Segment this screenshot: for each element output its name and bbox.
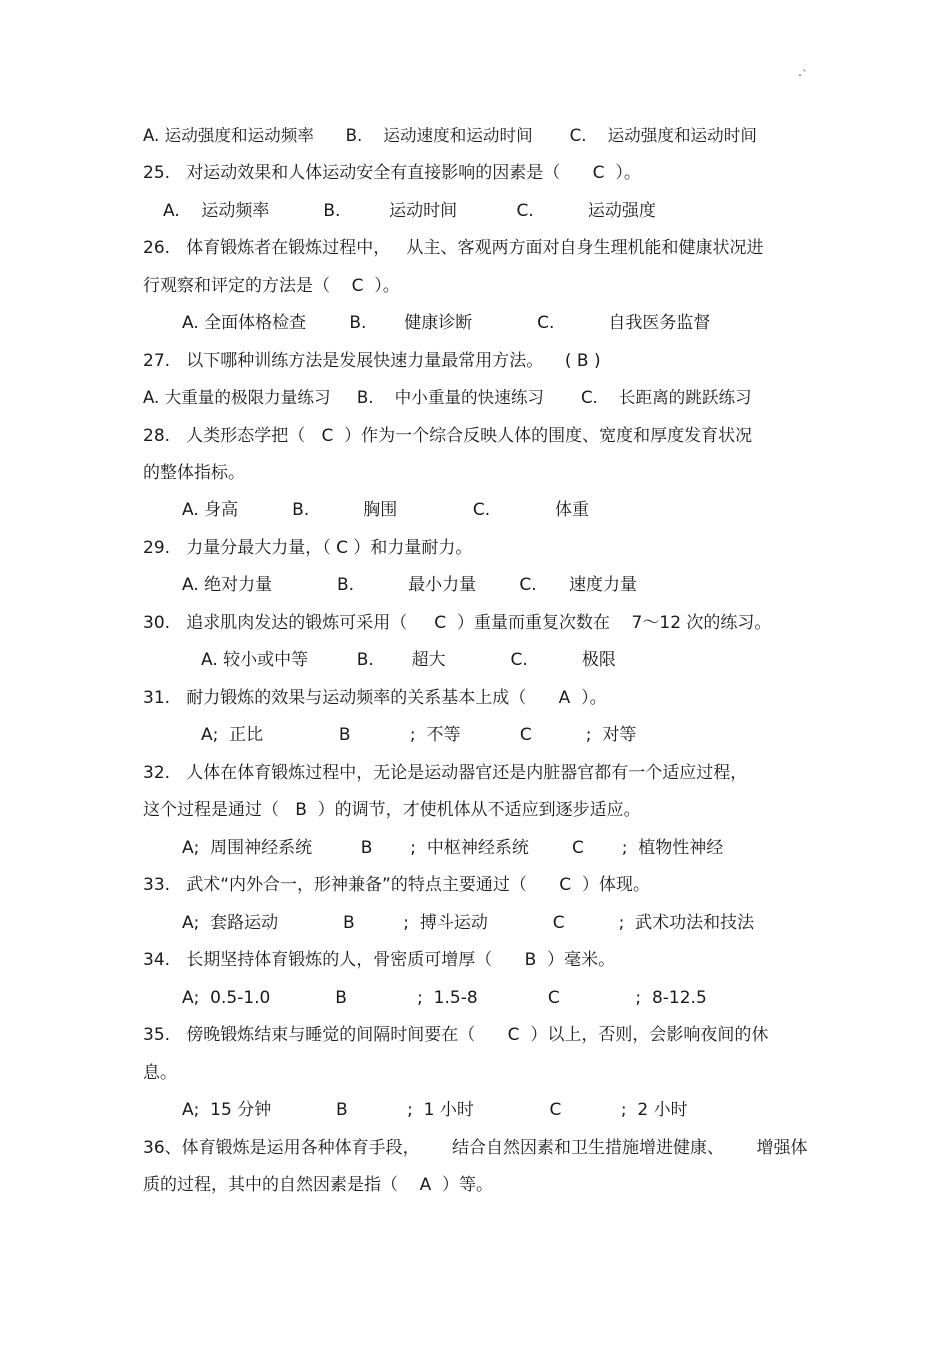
question-26-line-1: 26. 体育锻炼者在锻炼过程中， 从主、客观两方面对自身生理机能和健康状况进 <box>143 238 764 258</box>
question-34: 34. 长期坚持体育锻炼的人，骨密质可增厚（ B ）毫米。 <box>143 950 616 970</box>
question-35-line-1: 35. 傍晚锻炼结束与睡觉的间隔时间要在（ C ）以上，否则，会影响夜间的休 <box>143 1025 769 1045</box>
question-33: 33. 武术“内外合一，形神兼备”的特点主要通过（ C ）体现。 <box>143 875 650 895</box>
question-25: 25. 对运动效果和人体运动安全有直接影响的因素是（ C ）。 <box>143 163 641 183</box>
options-line-31: A; 正比 B ; 不等 C ; 对等 <box>201 725 637 745</box>
options-line-27: A. 大重量的极限力量练习 B. 中小重量的快速练习 C. 长距离的跳跃练习 <box>143 388 752 407</box>
options-line-28: A. 身高 B. 胸围 C. 体重 <box>182 500 590 520</box>
question-35-line-2: 息。 <box>143 1063 177 1083</box>
question-26-line-2: 行观察和评定的方法是（ C ）。 <box>143 276 400 296</box>
question-27: 27. 以下哪种训练方法是发展快速力量最常用方法。 ( B ) <box>143 351 601 371</box>
options-line-29: A. 绝对力量 B. 最小力量 C. 速度力量 <box>182 575 638 595</box>
options-line-34: A; 0.5-1.0 B ; 1.5-8 C ; 8-12.5 <box>182 988 707 1008</box>
question-28-line-1: 28. 人类形态学把（ C ）作为一个综合反映人体的围度、宽度和厚度发育状况 <box>143 426 753 446</box>
question-36-line-1: 36、体育锻炼是运用各种体育手段， 结合自然因素和卫生措施增进健康、 增强体 <box>143 1138 808 1158</box>
options-line-30: A. 较小或中等 B. 超大 C. 极限 <box>201 650 616 670</box>
question-32-line-2: 这个过程是通过（ B ）的调节，才使机体从不适应到逐步适应。 <box>143 800 641 820</box>
options-line-32: A; 周围神经系统 B ; 中枢神经系统 C ; 植物性神经 <box>182 838 724 858</box>
question-30: 30. 追求肌肉发达的锻炼可采用（ C ）重量而重复次数在 7～12 次的练习。 <box>143 613 772 633</box>
question-28-line-2: 的整体指标。 <box>143 463 245 483</box>
options-line-35: A; 15 分钟 B ; 1 小时 C ; 2 小时 <box>182 1100 688 1120</box>
question-32-line-1: 32. 人体在体育锻炼过程中，无论是运动器官还是内脏器官都有一个适应过程， <box>143 763 748 783</box>
options-line-26: A. 全面体格检查 B. 健康诊断 C. 自我医务监督 <box>182 313 711 333</box>
options-line-33: A; 套路运动 B ; 搏斗运动 C ; 武术功法和技法 <box>182 913 755 933</box>
question-29: 29. 力量分最大力量，（ C ）和力量耐力。 <box>143 538 473 558</box>
options-line-25: A. 运动频率 B. 运动时间 C. 运动强度 <box>163 201 656 221</box>
page-corner-mark: -` <box>798 68 808 81</box>
options-line-24: A. 运动强度和运动频率 B. 运动速度和运动时间 C. 运动强度和运动时间 <box>143 126 757 145</box>
question-36-line-2: 质的过程，其中的自然因素是指（ A ）等。 <box>143 1175 494 1195</box>
question-31: 31. 耐力锻炼的效果与运动频率的关系基本上成（ A ）。 <box>143 688 607 708</box>
